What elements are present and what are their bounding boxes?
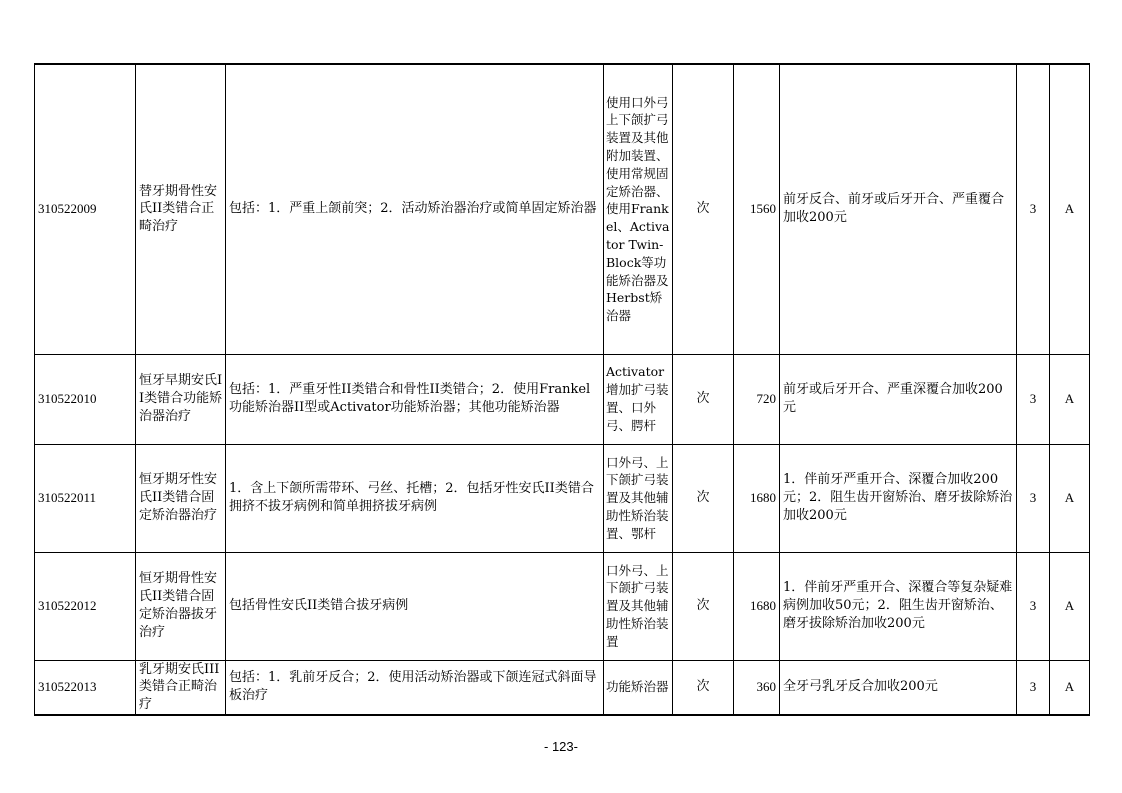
item-unit: 次: [673, 660, 734, 715]
item-class: A: [1050, 64, 1090, 354]
item-price: 1680: [734, 552, 780, 660]
item-description: 1．伴前牙严重开合、深覆合等复杂疑难病例加收50元；2．阻生齿开窗矫治、磨牙拔除矫治加收200元: [780, 552, 1017, 660]
item-description: 1．伴前牙严重开合、深覆合加收200元；2．阻生齿开窗矫治、磨牙拔除矫治加收200元: [780, 444, 1017, 552]
item-code: 310522013: [35, 660, 136, 715]
item-content: 包括：1．乳前牙反合；2．使用活动矫治器或下颌连冠式斜面导板治疗: [226, 660, 604, 715]
item-name: 替牙期骨性安氏II类错合正畸治疗: [136, 64, 226, 354]
item-content: 包括：1．严重上颌前突；2．活动矫治器治疗或简单固定矫治器: [226, 64, 604, 354]
fee-table: [34, 63, 1090, 716]
item-exclusions: 口外弓、上下颌扩弓装置及其他辅助性矫治装置、鄂杆: [604, 444, 673, 552]
item-exclusions: Activator增加扩弓装置、口外弓、腭杆: [604, 354, 673, 444]
item-code: 310522010: [35, 354, 136, 444]
item-unit: 次: [673, 354, 734, 444]
item-level: 3: [1017, 552, 1050, 660]
item-exclusions: 功能矫治器: [604, 660, 673, 715]
table-row: [35, 64, 1090, 354]
item-content: 包括：1．严重牙性II类错合和骨性II类错合；2．使用Frankel功能矫治器II型或Activator功能矫治器；其他功能矫治器: [226, 354, 604, 444]
item-level: 3: [1017, 354, 1050, 444]
item-description: 全牙弓乳牙反合加收200元: [780, 660, 1017, 715]
item-name: 恒牙期骨性安氏II类错合固定矫治器拔牙治疗: [136, 552, 226, 660]
item-unit: 次: [673, 552, 734, 660]
item-name: 恒牙期牙性安氏II类错合固定矫治器治疗: [136, 444, 226, 552]
item-name: 恒牙早期安氏II类错合功能矫治器治疗: [136, 354, 226, 444]
item-code: 310522011: [35, 444, 136, 552]
item-class: A: [1050, 552, 1090, 660]
item-code: 310522012: [35, 552, 136, 660]
item-class: A: [1050, 354, 1090, 444]
table-row: [35, 354, 1090, 444]
item-exclusions: 口外弓、上下颌扩弓装置及其他辅助性矫治装置: [604, 552, 673, 660]
item-class: A: [1050, 660, 1090, 715]
page-number: - 123-: [544, 739, 578, 754]
item-content: 1．含上下颌所需带环、弓丝、托槽；2．包括牙性安氏II类错合拥挤不拔牙病例和简单拥挤拔牙病例: [226, 444, 604, 552]
item-unit: 次: [673, 444, 734, 552]
item-price: 1680: [734, 444, 780, 552]
table-row: [35, 660, 1090, 715]
item-unit: 次: [673, 64, 734, 354]
item-price: 360: [734, 660, 780, 715]
item-price: 1560: [734, 64, 780, 354]
item-exclusions: 使用口外弓上下颌扩弓装置及其他附加装置、使用常规固定矫治器、 使用Frankel、Activator Twin-Block等功能矫治器及Herbst矫治器: [604, 64, 673, 354]
table-row: [35, 444, 1090, 552]
item-content: 包括骨性安氏II类错合拔牙病例: [226, 552, 604, 660]
item-description: 前牙或后牙开合、严重深覆合加收200元: [780, 354, 1017, 444]
item-description: 前牙反合、前牙或后牙开合、严重覆合加收200元: [780, 64, 1017, 354]
item-name: 乳牙期安氏III类错合正畸治疗: [136, 660, 226, 715]
item-class: A: [1050, 444, 1090, 552]
item-price: 720: [734, 354, 780, 444]
item-code: 310522009: [35, 64, 136, 354]
item-level: 3: [1017, 660, 1050, 715]
table-row: [35, 552, 1090, 660]
item-level: 3: [1017, 64, 1050, 354]
item-level: 3: [1017, 444, 1050, 552]
